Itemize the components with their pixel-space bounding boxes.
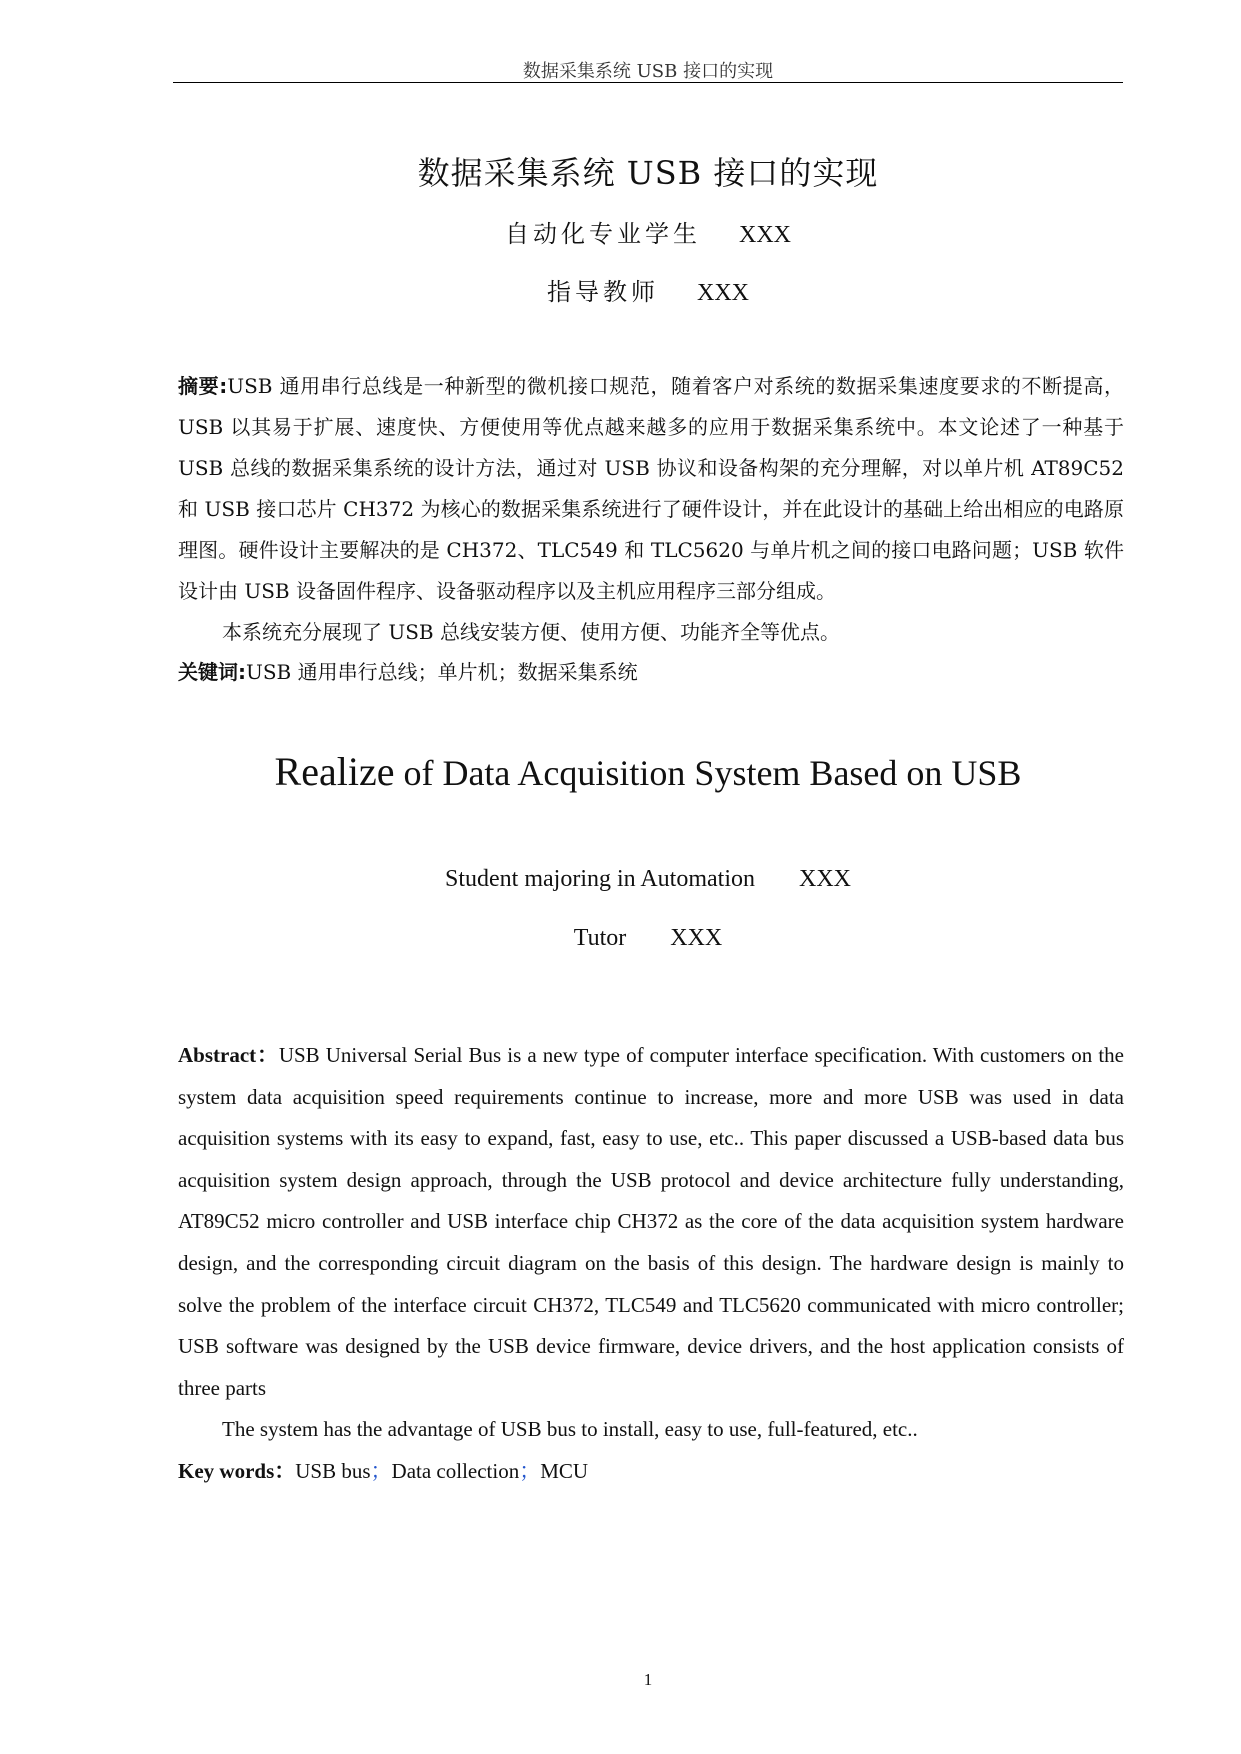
english-author-line — [173, 866, 1123, 893]
english-keywords — [178, 1455, 588, 1485]
english-title-first-word: Realize — [274, 749, 395, 794]
chinese-abstract-paragraph — [178, 366, 1124, 612]
chinese-advisor-line — [173, 272, 1123, 307]
chinese-abstract-label: 摘要: — [178, 374, 228, 398]
english-abstract — [178, 1035, 1124, 1451]
english-tutor-role: Tutor — [573, 925, 627, 951]
page-number: 1 — [643, 1670, 653, 1689]
chinese-title: 数据采集系统 USB 接口的实现 — [417, 154, 879, 192]
header-rule — [173, 82, 1123, 83]
running-header: 数据采集系统 USB 接口的实现 — [522, 61, 774, 82]
english-title — [173, 748, 1123, 795]
chinese-keywords — [178, 656, 638, 685]
advisor-role: 指导教师 — [547, 278, 659, 306]
chinese-author-line — [173, 214, 1123, 249]
author-role: 自动化专业学生 — [505, 220, 701, 248]
english-title-rest: of Data Acquisition System Based on USB — [394, 753, 1022, 793]
english-tutor-name: XXX — [670, 925, 723, 951]
english-tutor-line — [173, 925, 1123, 952]
chinese-keywords-list: USB 通用串行总线；单片机；数据采集系统 — [246, 660, 638, 684]
english-keyword-1: USB bus — [295, 1459, 371, 1483]
english-abstract-paragraph-2: The system has the advantage of USB bus to install, easy to use, full-featured, etc.. — [222, 1417, 918, 1442]
english-keywords-label: Key words： — [178, 1459, 296, 1483]
chinese-abstract-body: USB 通用串行总线是一种新型的微机接口规范，随着客户对系统的数据采集速度要求的不断提高，USB 以其易于扩展、速度快、方便使用等优点越来越多的应用于数据采集系统中。本文论述了一种基于 USB 总线的数据采集系统的设计方法，通过对 USB 协议和设备构架的充分理解，对以单片机 AT89C52 和 USB 接口芯片 CH372 为核心的数据采集系统进行了硬件设计，并在此设计的基础上给出相应的电路原理图。硬件设计主要解决的是 CH372、TLC549 和 TLC5620 与单片机之间的接口电路问题；USB 软件设计由 USB 设备固件程序、设备驱动程序以及主机应用程序三部分组成。 — [178, 374, 1124, 603]
chinese-abstract — [178, 366, 1124, 653]
english-author-role: Student majoring in Automation — [445, 866, 755, 892]
english-author-name: XXX — [798, 866, 851, 892]
chinese-abstract-paragraph-2: 本系统充分展现了 USB 总线安装方便、使用方便、功能齐全等优点。 — [222, 620, 840, 644]
english-keyword-2: Data collection — [391, 1459, 520, 1483]
english-abstract-label: Abstract： — [178, 1043, 279, 1067]
english-keyword-3: MCU — [540, 1459, 589, 1483]
keyword-separator: ； — [370, 1459, 392, 1483]
author-name: XXX — [739, 222, 791, 248]
english-abstract-paragraph — [178, 1035, 1124, 1409]
chinese-keywords-label: 关键词: — [178, 660, 246, 684]
keyword-separator: ； — [519, 1459, 541, 1483]
english-abstract-body: USB Universal Serial Bus is a new type of computer interface specification. With customers on the system data acquisition speed requirements continue to increase, more and more USB was used in data acquisition systems with its easy to expand, fast, easy to use, etc.. This paper discussed a USB-based data bus acquisition system design approach, through the USB protocol and device architecture fully understanding, AT89C52 micro controller and USB interface chip CH372 as the core of the data acquisition system hardware design, and the corresponding circuit diagram on the basis of this design. The hardware design is mainly to solve the problem of the interface circuit CH372, TLC549 and TLC5620 communicated with micro controller; USB software was designed by the USB device firmware, device drivers, and the host application consists of three parts — [178, 1043, 1124, 1400]
advisor-name: XXX — [697, 280, 749, 306]
